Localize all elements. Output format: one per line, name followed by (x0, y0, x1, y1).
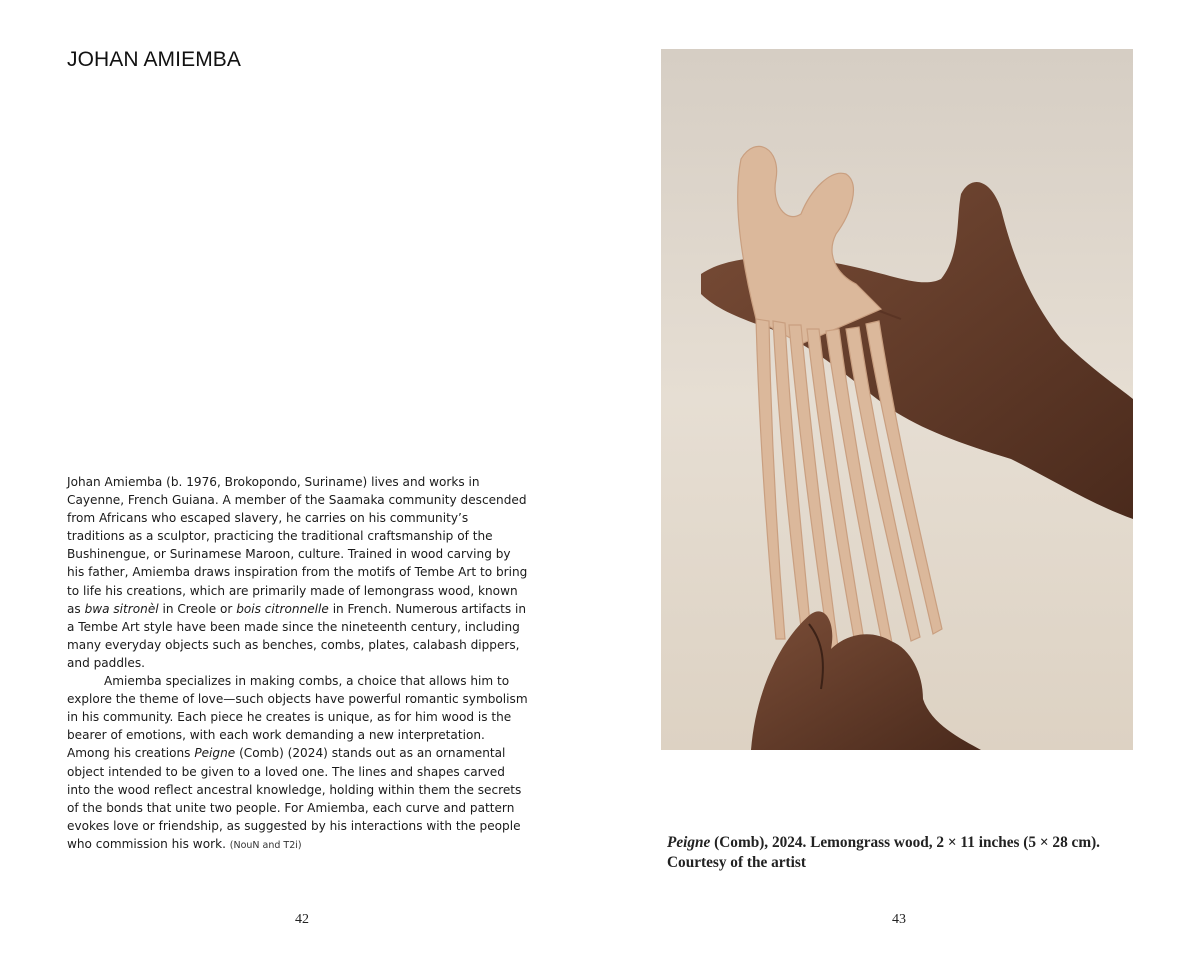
text-run: Amiemba specializes in making combs, a choice that allows him to explore the theme of love—such objects have powerful romantic symbolism in his community. Each piece he creates is unique, as for him wood is the bearer of emotions, with each work demanding a new interpretation. Among his creations (67, 674, 528, 761)
creole-term: bwa sitronèl (84, 601, 159, 616)
caption-details: (Comb), 2024. Lemongrass wood, 2 × 11 inches (5 × 28 cm). (710, 834, 1100, 851)
artist-biography (67, 473, 529, 855)
biography-paragraph-2 (67, 672, 529, 855)
photo-caption (667, 833, 1147, 873)
page-number-right: 43 (892, 912, 906, 927)
text-run: Johan Amiemba (b. 1976, Brokopondo, Suriname) lives and works in Cayenne, French Guiana. A member of the Saamaka community descended from Africans who escaped slavery, he carries on his community’s traditions as a sculptor, practicing the traditional craftsmanship of the Bushinengue, or Surinamese Maroon, culture. Trained in wood carving by his father, Amiemba draws inspiration from the motifs of Tembe Art to bring to life his creations, which are primarily made of lemongrass wood, known as (67, 475, 528, 616)
author-credit: (NouN and T2i) (229, 839, 302, 851)
caption-title: Peigne (667, 834, 711, 851)
right-page (600, 0, 1200, 966)
page-number-left: 42 (295, 912, 309, 927)
artist-name-heading: JOHAN AMIEMBA (67, 48, 241, 71)
comb-photo-illustration (661, 49, 1133, 750)
biography-paragraph-1 (67, 473, 529, 672)
artwork-title: Peigne (194, 746, 236, 761)
text-run: (Comb) (2024) stands out as an ornamental object intended to be given to a loved one. The lines and shapes carved into the wood reflect ancestral knowledge, holding within them the secrets of the bonds that unite two people. For Amiemba, each curve and pattern evokes love or friendship, as suggested by his interactions with the people who commission his work. (67, 746, 522, 851)
artwork-photo (661, 49, 1133, 750)
text-run: in Creole or (158, 601, 237, 616)
text-run: in French. Numerous artifacts in a Tembe Art style have been made since the nineteenth century, including many everyday objects such as benches, combs, plates, calabash dippers, and paddles. (67, 601, 527, 670)
caption-courtesy: Courtesy of the artist (667, 854, 806, 871)
french-term: bois citronnelle (236, 601, 329, 616)
